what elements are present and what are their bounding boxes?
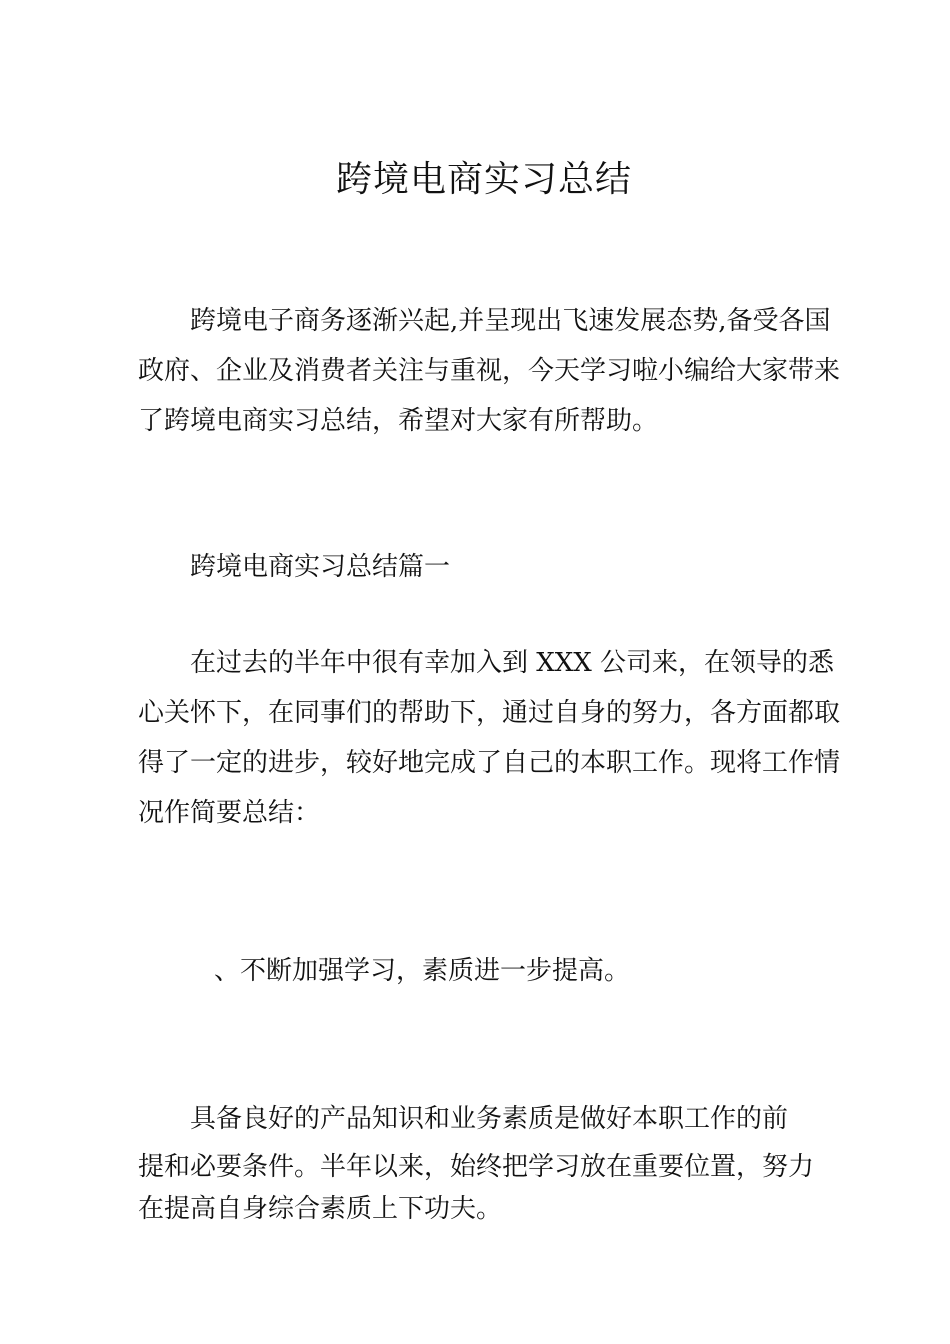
main-line-4: 况作简要总结：	[138, 798, 321, 828]
intro-line-1: 跨境电子商务逐渐兴起,并呈现出飞速发展态势,备受各国	[190, 306, 831, 336]
study-line-3: 在提高自身综合素质上下功夫。	[138, 1194, 503, 1224]
subheading	[138, 946, 838, 996]
study-line-1: 具备良好的产品知识和业务素质是做好本职工作的前	[190, 1104, 789, 1134]
intro-line-3: 了跨境电商实习总结，希望对大家有所帮助。	[138, 406, 659, 436]
intro-paragraph	[138, 296, 841, 446]
section-heading-text: 跨境电商实习总结篇一	[190, 552, 451, 582]
section-heading	[138, 542, 838, 592]
main-paragraph	[138, 638, 841, 838]
main-line-3: 得了一定的进步，较好地完成了自己的本职工作。现将工作情	[138, 748, 841, 778]
main-line-2: 心关怀下，在同事们的帮助下，通过自身的努力，各方面都取	[138, 698, 841, 728]
intro-line-2: 政府、企业及消费者关注与重视，今天学习啦小编给大家带来	[138, 356, 841, 386]
study-paragraph	[138, 1092, 838, 1230]
main-line-1: 在过去的半年中很有幸加入到 XXX 公司来，在领导的悉	[190, 648, 835, 678]
subheading-text: 、不断加强学习，素质进一步提高。	[214, 956, 631, 986]
study-line-2: 提和必要条件。半年以来，始终把学习放在重要位置，努力	[138, 1152, 815, 1182]
document-title: 跨境电商实习总结	[335, 159, 632, 200]
